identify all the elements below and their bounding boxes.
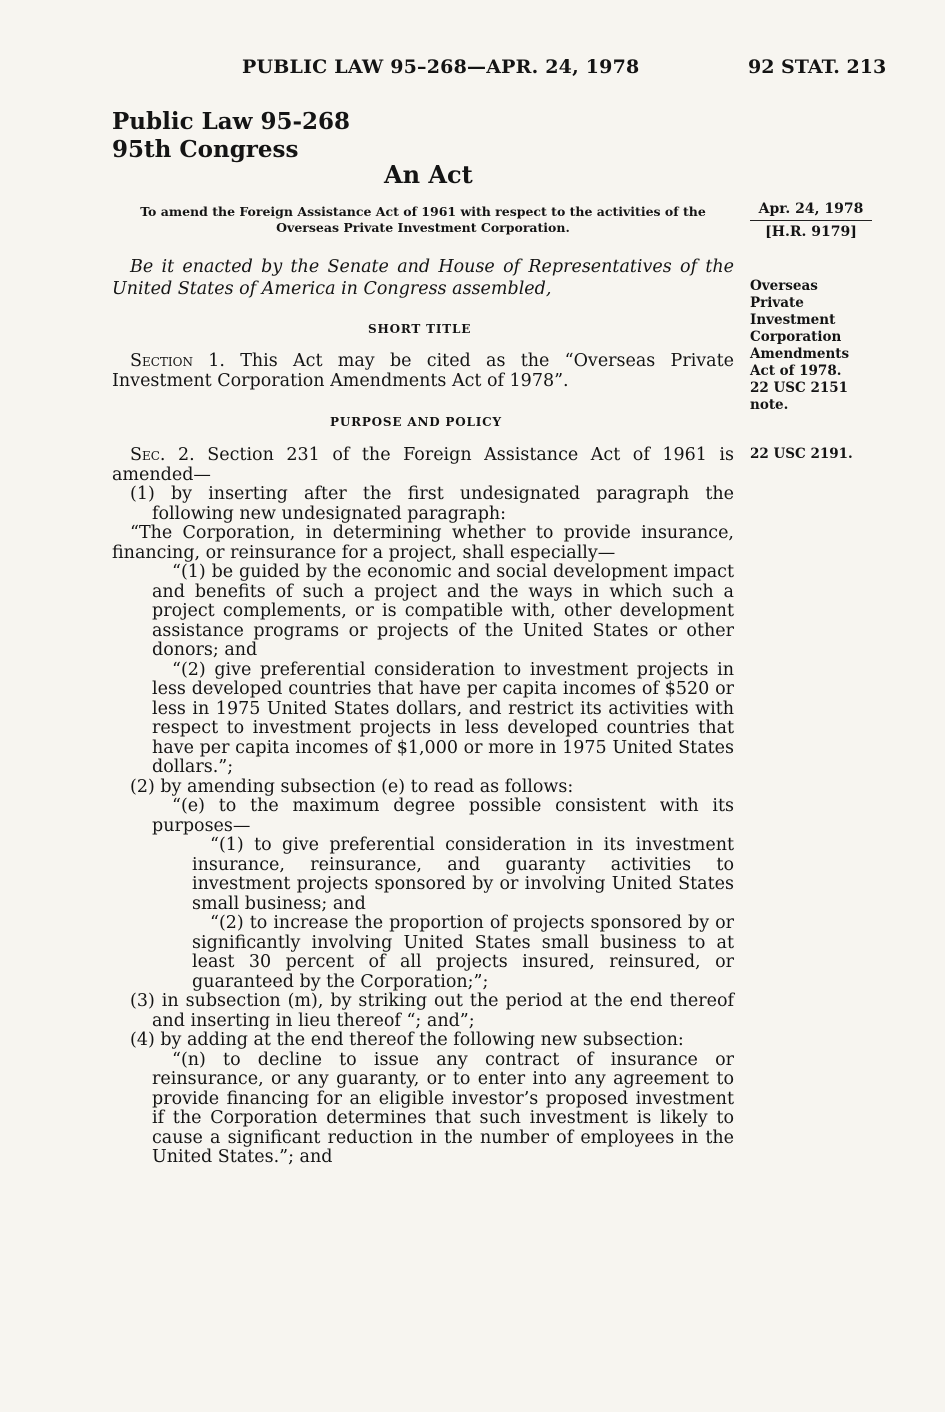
section-2-text bbox=[112, 446, 734, 1168]
amendment-1-clause-2: “(2) give preferential consideration to investment projects in less developed countries that have per capita incomes of $520 or less in 1975 United States dollars, and restrict its activities with respect to investment projects in less developed countries that have per capita incomes of $1,000 or more in 1975 United States dollars.”; bbox=[152, 659, 734, 777]
public-law-number: Public Law 95-268 bbox=[112, 108, 351, 135]
margin-date-block bbox=[750, 198, 872, 243]
act-purpose: To amend the Foreign Assistance Act of 1961 with respect to the activities of the Overseas Private Investment Corporation. bbox=[140, 204, 706, 235]
section-2-label: Sec. bbox=[130, 445, 166, 465]
amendment-1: (1) by inserting after the first undesignated paragraph the following new undesignated paragraph: bbox=[130, 484, 734, 524]
statutes-at-large-reference: 92 STAT. 213 bbox=[748, 56, 887, 78]
usc-citation-2151: 22 USC 2151 note. bbox=[750, 380, 849, 413]
amendment-3: (3) in subsection (m), by striking out the period at the end thereof and inserting in lieu thereof “; and”; bbox=[130, 991, 734, 1031]
section-1-label: Section bbox=[130, 351, 194, 371]
amendment-2-subsection-e: “(e) to the maximum degree possible consistent with its purposes— bbox=[152, 796, 734, 836]
usc-citation-2191: 22 USC 2191. bbox=[750, 446, 853, 462]
act-heading: An Act bbox=[384, 160, 473, 189]
congress-number: 95th Congress bbox=[112, 136, 299, 163]
enacting-clause: Be it enacted by the Senate and House of Representatives of the United States of America in Congress assembled, bbox=[112, 257, 734, 299]
section-2-heading: PURPOSE AND POLICY bbox=[330, 415, 502, 429]
section-2-intro: 2. Section 231 of the Foreign Assistance Act of 1961 is amended— bbox=[112, 445, 734, 485]
amendment-1-clause-1: “(1) be guided by the economic and social development impact and benefits of such a project and the ways in which such a project complements, or is compatible with, other development assistance programs or projects of the United States or other donors; and bbox=[152, 562, 734, 660]
enactment-date: Apr. 24, 1978 bbox=[750, 198, 872, 221]
margin-note-short-title bbox=[750, 278, 875, 414]
section-1-text bbox=[112, 352, 734, 391]
amendment-1-quoted-paragraph: “The Corporation, in determining whether to provide insurance, financing, or reinsurance for a project, shall especially— bbox=[112, 523, 734, 563]
amendment-4-subsection-n: “(n) to decline to issue any contract of insurance or reinsurance, or any guaranty, or to enter into any agreement to provide financing for an eligible investor’s proposed investment if the Corporation determines that such investment is likely to cause a significant reduction in the number of employees in the United States.”; and bbox=[152, 1049, 734, 1167]
amendment-2-clause-2: “(2) to increase the proportion of projects sponsored by or significantly involving United States small business to at least 30 percent of all projects insured, reinsured, or guaranteed by the Corporation;”; bbox=[192, 913, 734, 992]
amendment-4: (4) by adding at the end thereof the following new subsection: bbox=[130, 1030, 684, 1050]
amendment-2: (2) by amending subsection (e) to read as follows: bbox=[130, 776, 574, 797]
running-head: PUBLIC LAW 95–268—APR. 24, 1978 bbox=[242, 56, 640, 78]
law-title-block bbox=[112, 108, 350, 164]
section-1-heading: SHORT TITLE bbox=[368, 322, 472, 336]
amendment-2-clause-1: “(1) to give preferential consideration in its investment insurance, reinsurance, and guaranty activities to investment projects sponsored by or involving United States small business; and bbox=[192, 835, 734, 914]
bill-number: [H.R. 9179] bbox=[765, 224, 857, 240]
short-title-note: Overseas Private Investment Corporation Amendments Act of 1978. bbox=[750, 278, 850, 379]
section-1-body: 1. This Act may be cited as the “Overseas Private Investment Corporation Amendments Act of 1978”. bbox=[112, 351, 734, 391]
